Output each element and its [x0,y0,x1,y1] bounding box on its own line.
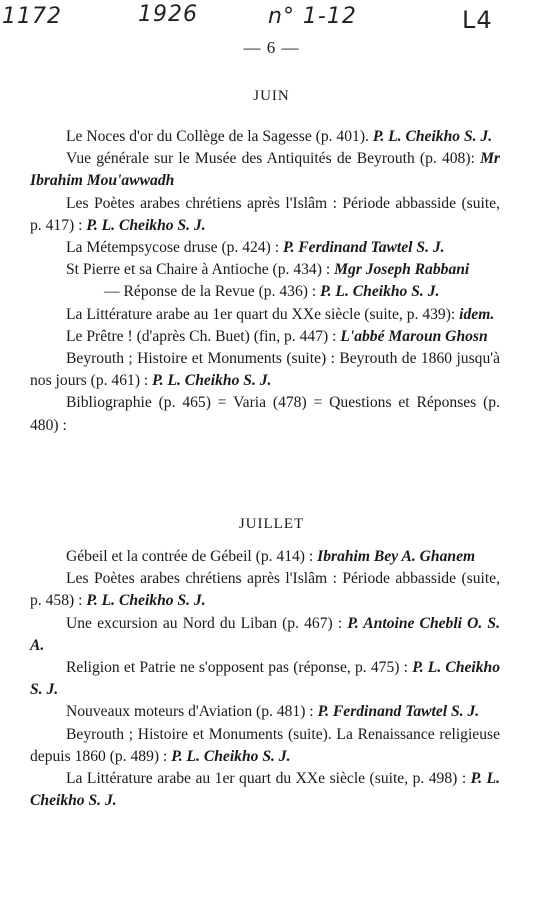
list-item [30,568,500,612]
list-item [30,613,500,657]
entry-text: Les Poètes arabes chrétiens après l'Islâm : Période abbasside (suite, p. 417) : [30,194,500,234]
entry-author: Mgr Joseph Rabbani [334,261,470,279]
entry-author: P. L. Cheikho S. J. [320,283,440,301]
entry-text: Le Prêtre ! (d'après Ch. Buet) (fin, p. 447) : [66,327,337,345]
entry-author: P. L. Cheikho S. J. [86,592,206,610]
list-item [30,193,500,237]
entry-author: P. Ferdinand Tawtel S. J. [317,703,480,721]
entry-text: Religion et Patrie ne s'opposent pas (réponse, p. 475) : [66,659,408,677]
entry-author: P. L. Cheikho S. J. [152,372,272,390]
entry-text: La Métempsycose druse (p. 424) : [66,239,280,257]
handwritten-note-year: 1926 [138,2,198,27]
list-item [30,326,500,348]
list-item [30,237,500,259]
entry-author: Ibrahim Bey A. Ghanem [317,548,476,565]
entry-author: P. L. Cheikho S. J. [86,216,206,234]
list-item [30,259,500,281]
list-item [30,724,500,768]
entry-text: La Littérature arabe au 1er quart du XXe siècle (suite, p. 498) : [66,770,467,788]
entry-text: Les Poètes arabes chrétiens après l'Islâm : Période abbasside (suite, p. 458) : [30,570,500,610]
entry-author: P. L. Cheikho S. J. [171,747,291,765]
entry-text: Gébeil et la contrée de Gébeil (p. 414) : [66,548,314,565]
entry-list-juillet [30,546,500,812]
handwritten-note-range: n° 1-12 [268,4,357,29]
entry-text: St Pierre et sa Chaire à Antioche (p. 434) : [66,261,331,279]
section-title-juillet: JUILLET [238,516,305,532]
list-item [30,304,500,326]
list-item [30,768,500,812]
entry-text: Une excursion au Nord du Liban (p. 467) : [66,614,343,632]
entry-text: Nouveaux moteurs d'Aviation (p. 481) : [66,703,314,721]
list-item [30,701,500,723]
entry-text: Beyrouth ; Histoire et Monuments (suite) : Beyrouth de 1860 jusqu'à nos jours (p. 461) : [30,350,500,390]
entry-author: P. L. Cheikho S. J. [372,128,493,145]
list-item [30,281,500,303]
entry-author: P. L. Cheikho S. J. [30,659,501,699]
handwritten-note-right: L4 [462,6,493,34]
list-item [30,348,500,392]
entry-text: Vue générale sur le Musée des Antiquités de Beyrouth (p. 408): [66,150,475,168]
entry-author: L'abbé Maroun Ghosn [340,327,488,345]
list-item [30,126,500,148]
handwritten-note-left: 1172 [2,4,62,29]
entry-text: Beyrouth ; Histoire et Monuments (suite). La Renaissance religieuse depuis 1860 (p. 489) : [30,725,500,765]
list-item [30,546,500,568]
section-title-juin: JUIN [253,88,290,104]
entry-list-juin [30,126,500,437]
entry-text: — Réponse de la Revue (p. 436) : [104,283,317,301]
entry-text: La Littérature arabe au 1er quart du XXe siècle (suite, p. 439): [66,305,456,323]
list-item [30,392,500,436]
entry-author: idem. [459,305,495,323]
page-number: — 6 — [243,38,300,57]
entry-text: Bibliographie (p. 465) = Varia (478) = Questions et Réponses (p. 480) : [30,394,500,434]
list-item [30,657,500,701]
entry-author: Mr Ibrahim Mou'awwadh [30,150,500,190]
entry-author: P. Antoine Chebli O. S. A. [30,614,500,654]
entry-author: P. Ferdinand Tawtel S. J. [282,239,445,257]
entry-text: Le Noces d'or du Collège de la Sagesse (p. 401). [66,128,369,145]
list-item [30,148,500,192]
entry-author: P. L. Cheikho S. J. [30,770,500,810]
